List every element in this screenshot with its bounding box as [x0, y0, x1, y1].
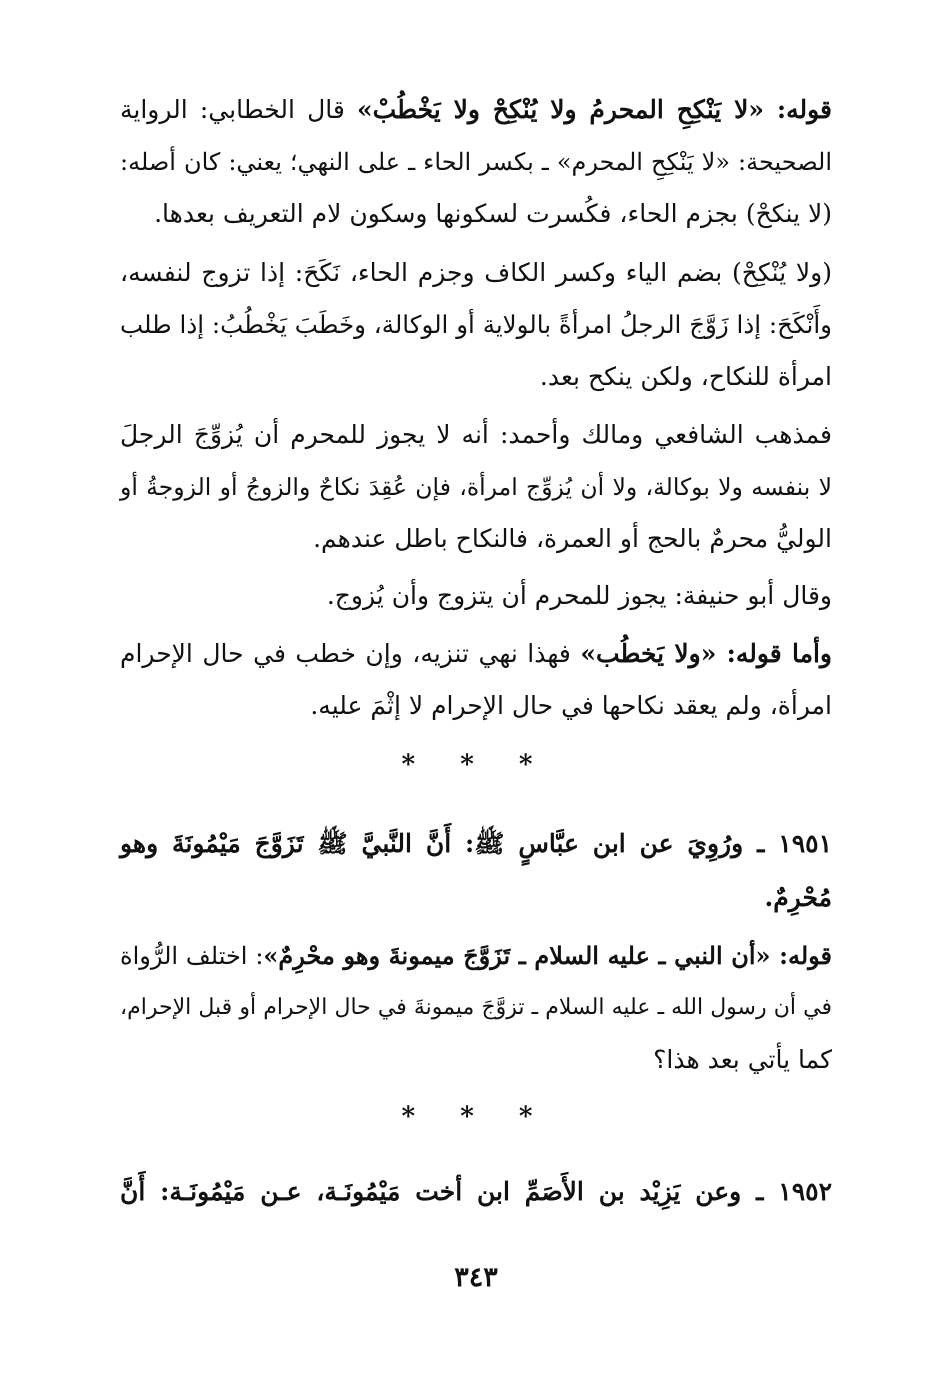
line-text: : اختلف الرُّواة	[120, 942, 264, 970]
paragraph-3-line-1: فمذهب الشافعي ومالك وأحمد: أنه لا يجوز للمحرم أن يُزوِّجَ الرجلَ	[120, 420, 832, 449]
paragraph-1-line-1	[120, 90, 832, 130]
paragraph-2-line-2: وأَنْكَحَ: إذا زَوَّجَ الرجلُ امرأةً بالولاية أو الوكالة، وخَطَبَ يَخْطُبُ: إذا طلب	[120, 310, 832, 339]
quoted-hadith-phrase: قوله: «لا يَنْكِحِ المحرمُ ولا يُنْكِحْ ولا يَخْطُبْ»	[356, 95, 832, 124]
paragraph-1-line-3: (لا ينكحْ) بجزم الحاء، فكُسرت لسكونها وسكون لام التعريف بعدها.	[154, 199, 832, 228]
section-separator: * * *	[401, 750, 551, 780]
line-text: قال الخطابي: الرواية	[120, 95, 357, 124]
paragraph-1-line-2: الصحيحة: «لا يَنْكِحِ المحرم» ـ بكسر الحاء ـ على النهي؛ يعني: كان أصله:	[120, 148, 832, 176]
section-separator: * * *	[401, 1102, 551, 1132]
page-number: ٣٤٣	[454, 1262, 498, 1293]
hadith-1952-line-1: ١٩٥٢ ـ وعن يَزِيْد بن الأَصَمِّ ابن أخت مَيْمُونَـة، عـن مَيْمُونَـة: أَنَّ	[120, 1177, 832, 1206]
quoted-hadith-phrase: وأما قوله: «ولا يَخطُب»	[580, 639, 832, 668]
paragraph-4-line-1: وقال أبو حنيفة: يجوز للمحرم أن يتزوج وأن يُزوج.	[326, 581, 832, 610]
line-text: فهذا نهي تنزيه، وإن خطب في حال الإحرام	[120, 639, 581, 668]
commentary-1951-line-1	[120, 936, 832, 976]
paragraph-5-line-2: امرأة، ولم يعقد نكاحها في حال الإحرام لا إثْمَ عليه.	[310, 691, 832, 720]
commentary-1951-line-2: في أن رسول الله ـ عليه السلام ـ تزوَّجَ ميمونةَ في حال الإحرام أو قبل الإحرام،	[120, 995, 832, 1020]
paragraph-2-line-3: امرأة للنكاح، ولكن ينكح بعد.	[539, 362, 832, 391]
paragraph-3-line-2: لا بنفسه ولا بوكالة، ولا أن يُزوِّج امرأة، فإن عُقِدَ نكاحٌ والزوجُ أو الزوجةُ أو	[120, 473, 832, 501]
hadith-1951-line-2: مُحْرِمٌ.	[764, 883, 832, 912]
quoted-hadith-phrase: قوله: «أن النبي ـ عليه السلام ـ تَزَوَّجَ ميمونةَ وهو محْرِمٌ»	[263, 941, 832, 970]
hadith-1951-line-1: ١٩٥١ ـ ورُوِيَ عن ابن عبَّاسٍ ﷺ: أَنَّ النَّبيَّ ﷺ تَزَوَّجَ مَيْمُونَةَ وهو	[120, 829, 832, 858]
commentary-1951-line-3: كما يأتي بعد هذا؟	[653, 1045, 832, 1074]
paragraph-2-line-1: (ولا يُنْكِحْ) بضم الياء وكسر الكاف وجزم الحاء، نَكَحَ: إذا تزوج لنفسه،	[120, 258, 832, 287]
paragraph-3-line-3: الوليُّ محرمٌ بالحج أو العمرة، فالنكاح باطل عندهم.	[313, 524, 832, 553]
paragraph-5-line-1	[120, 634, 832, 674]
